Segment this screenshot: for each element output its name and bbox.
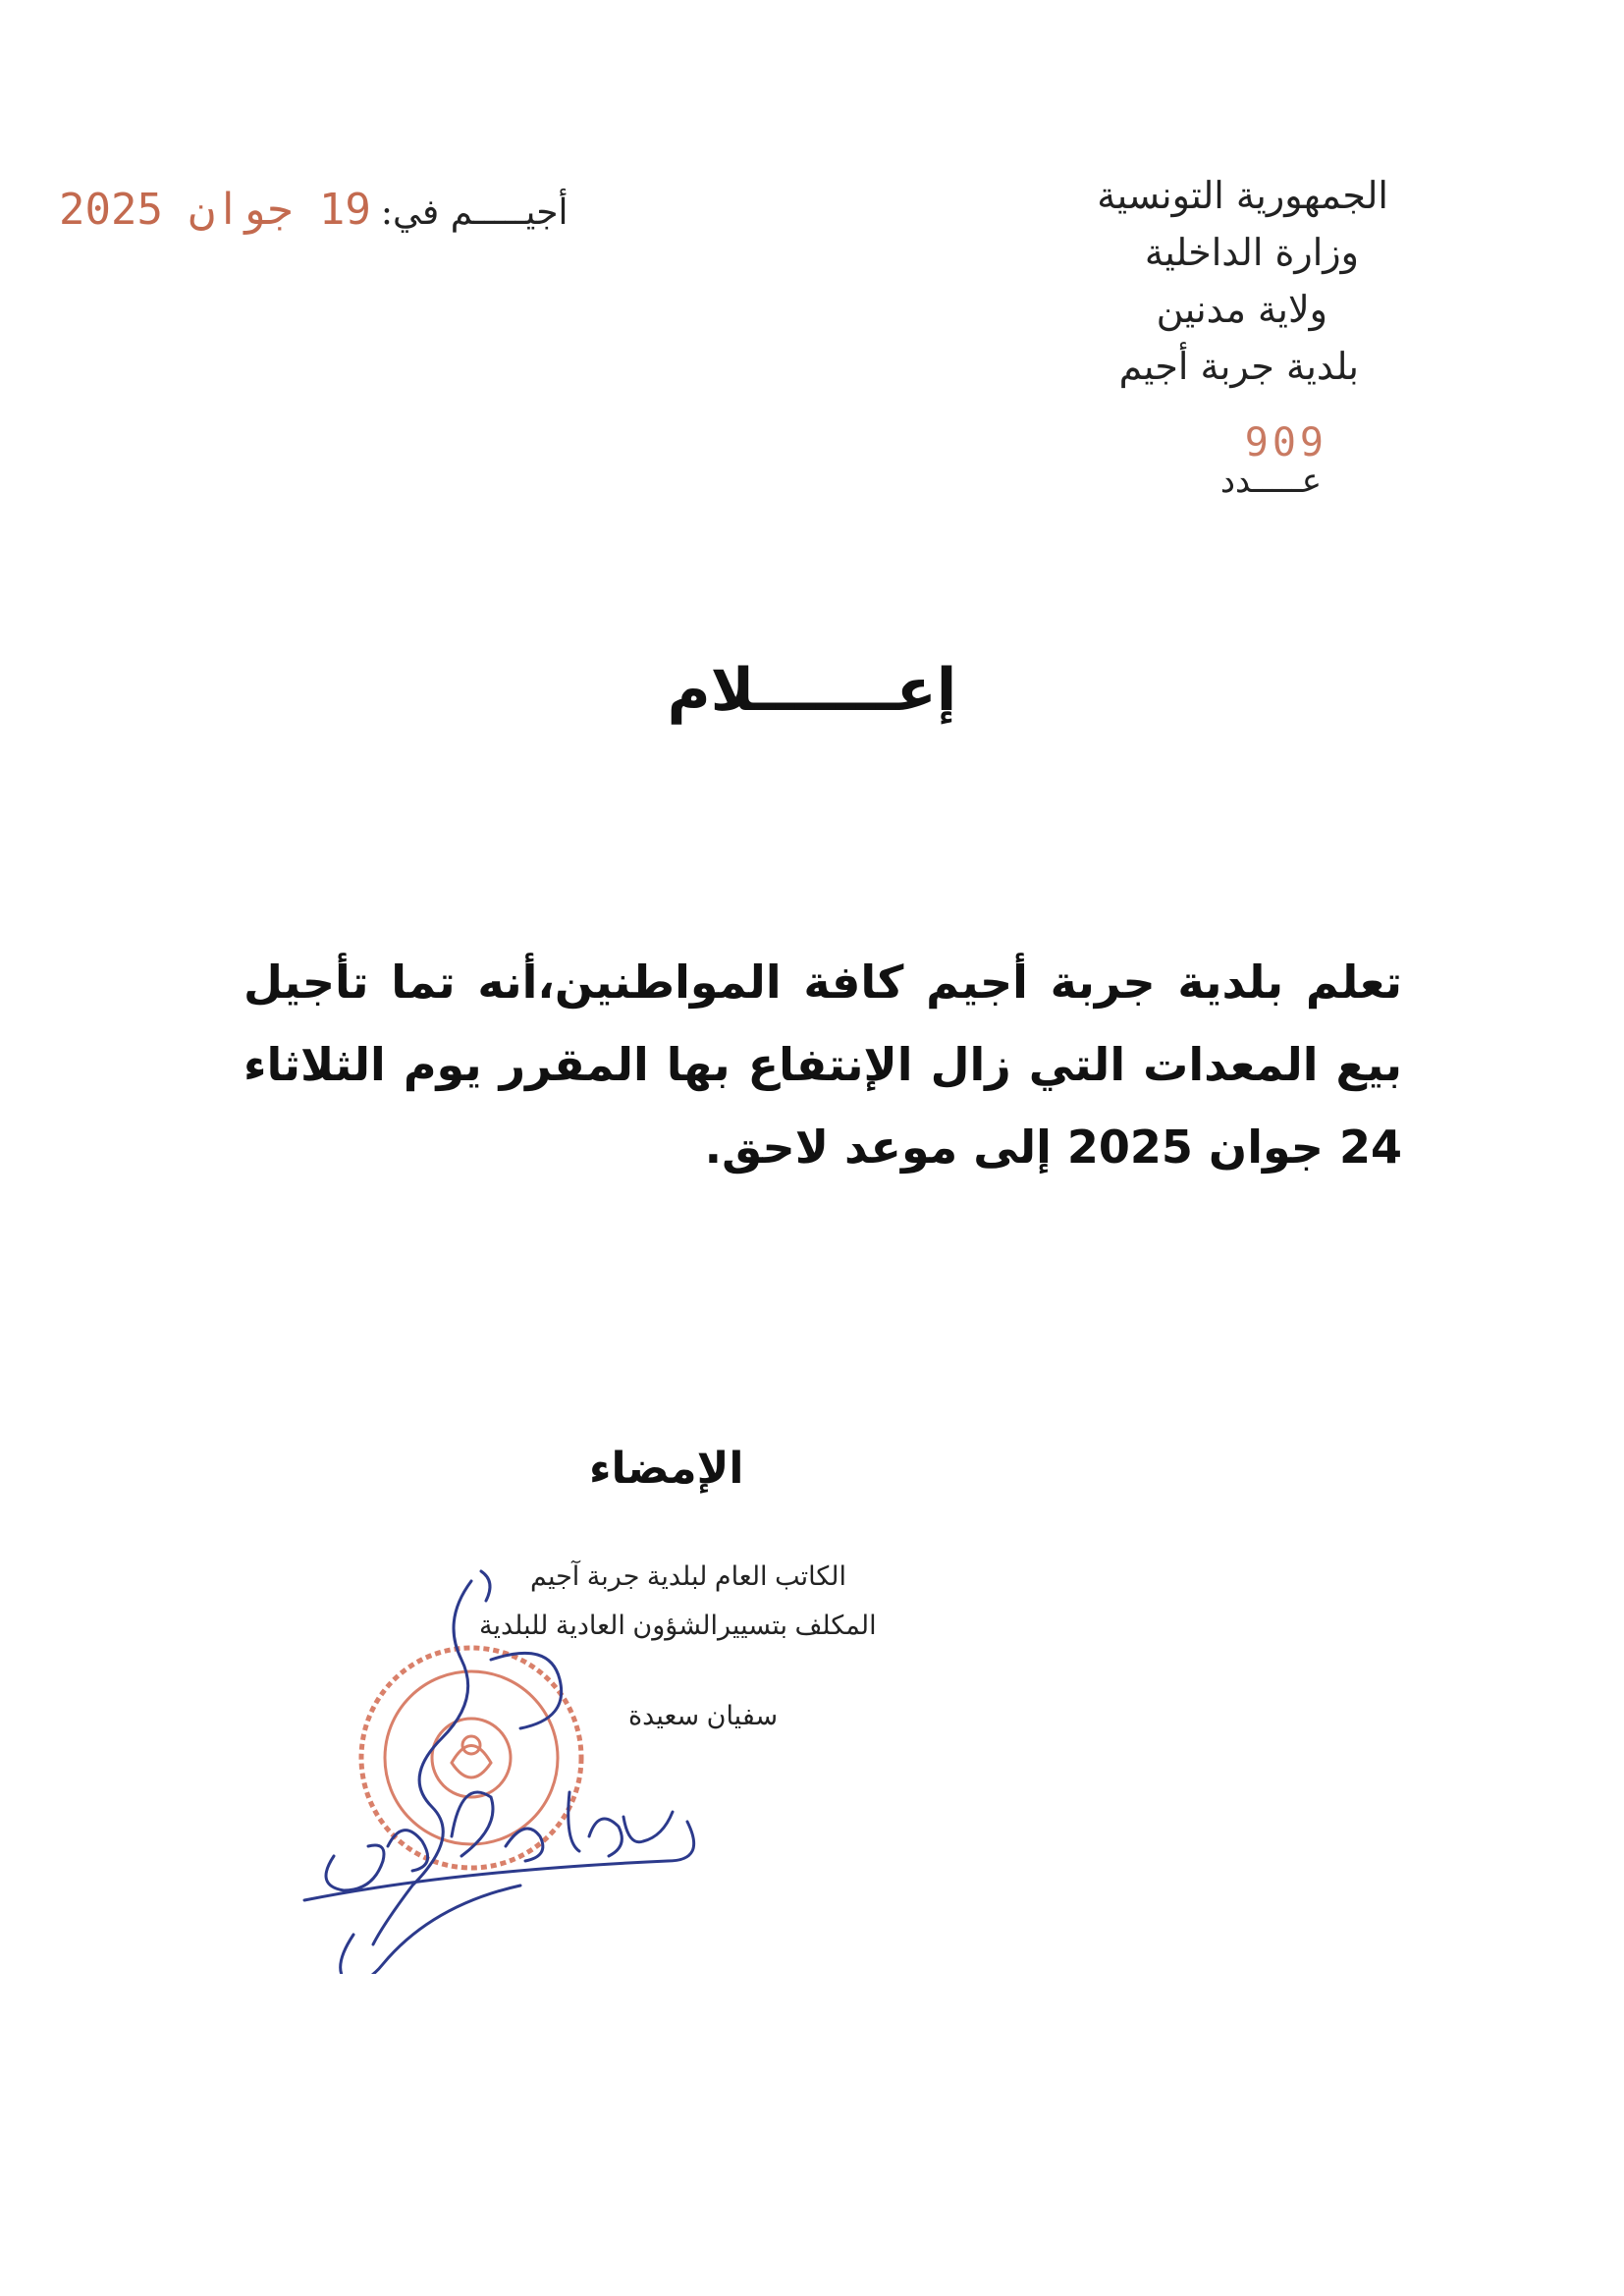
date-stamp: 19 جوان 2025 <box>59 185 371 235</box>
signatory-name: سفيان سعيدة <box>628 1701 779 1730</box>
municipality-name: بلدية جربة أجيم <box>1118 345 1359 388</box>
governorate-name: ولاية مدنين <box>1156 288 1327 331</box>
date-line <box>59 185 568 235</box>
letterhead <box>878 167 1388 395</box>
ministry-name: وزارة الداخلية <box>1144 231 1359 274</box>
reference-number-label: عـــــدد <box>1219 462 1322 501</box>
reference-number-stamp: 909 <box>1244 420 1327 465</box>
place-label: أجيـــــم في: <box>380 192 568 233</box>
notice-body: تعلم بلدية جربة أجيم كافة المواطنين،أنه تما تأجيل بيع المعدات التي زال الإنتفاع بها المقرر يوم الثلاثاء 24 جوان 2025 إلى موعد لاحق. <box>244 956 1402 1174</box>
signatory-duty: المكلف بتسييرالشؤون العادية للبلدية <box>479 1611 877 1640</box>
country-name: الجمهورية التونسية <box>1097 174 1388 217</box>
signature-title: الإمضاء <box>589 1444 744 1494</box>
signatory-position: الكاتب العام لبلدية جربة آجيم <box>530 1561 846 1591</box>
handwritten-signature-icon <box>295 1552 727 1974</box>
notice-title: إعـــــــلام <box>667 656 957 725</box>
